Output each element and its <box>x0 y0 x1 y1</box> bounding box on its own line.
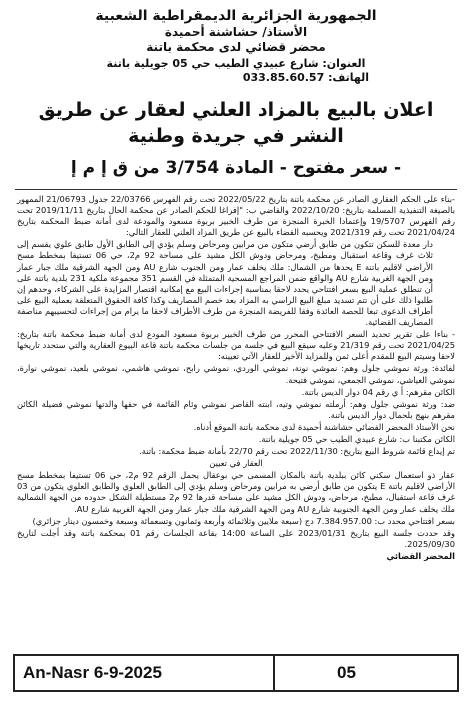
paragraph-opening-price: بسعر افتتاحي محدد ب: 7.384.957.00 دج (سبعة ملايين وثلاثمائة وأربعة وثمانون وتسعمائة وسبعة وخمسون دينار جزائري) <box>32 515 455 526</box>
paragraph-conditions-filing: تم إيداع قائمة شروط البيع بتاريخ: 2022/11/30 تحت رقم 22/70 بأمانة ضبط محكمة: باتنة. <box>139 446 455 457</box>
bailiff-name: الأستاذ/ حشاشنة أحميدة <box>164 25 308 39</box>
paragraph-judgment: -بناء على الحكم العقاري الصادر عن محكمة باتنة بتاريخ 2022/05/22 تحت رقم الفهرس 22/03766 جدول 21/06793 الممهور بالصيغة التنفيذية المسلمة بتاريخ: 2022/10/20 والقاضي ب: "إفراغا للحكم الصادر عن محكمة الحال بتاريخ 2019/11/11 تحت رقم الفهرس 19/5707 وإعتمادا الخبرة المنجزة من طرف الخبير بربوة مسعود والمودعة لدى أمانة ضبط المحكمة بتاريخ 2021/04/24 تحت رقم 2021/319 ويحسبه القضاء بالبيع عن طريق المزاد العلني للعقار التالي: <box>17 194 456 238</box>
office-phone: الهاتف: 033.85.60.57 <box>242 71 369 84</box>
paragraph-property-detail: عقار ذو استعمال سكني كائن ببلدية باتنة بالمكان المسمى حي بوعقال يحمل الرقم 92 م2، حي 06 تستيفا بمخطط مسح الأراضي لاقليم باتنة E يتكون من طابق أرضي به مرابين ومرحاض وسلم يؤدي إلى الطابق العلوي والطابق العلوي يتكون من 03 غرف قاعة استقبال، مطبخ، مرحاض، ودوش الكل مشيد على مساحة قدرها 92 م2 مستطيلة الشكل حدوده من الجهة الشمالية ملك يخلف عمار ومن الجهة الجنوبية شارع AU ومن الجهة الشرقية ملك جبار عمار ومن الجهة الغربية شارع AU. <box>17 470 455 514</box>
paragraph-bailiff: نحن الأستاذ المحضر القضائي حشاشنة أحميدة لدى محكمة باتنة الموقع أدناه. <box>193 421 455 432</box>
paragraph-session-date: وقد حددت جلسة البيع بتاريخ 2023/01/31 على الساعة 14:00 بقاعة الجلسات رقم 01 بمحكمة باتنة وقد أجلت لتاريخ 2025/09/30. <box>17 527 456 549</box>
legal-notice-page <box>13 6 459 694</box>
notice-body <box>13 194 459 562</box>
notice-title: اعلان بالبيع بالمزاد العلني لعقار عن طريق النشر في جريدة وطنية <box>38 99 434 147</box>
page-number: 05 <box>337 663 356 682</box>
signature-label: المحضر القضائي <box>386 550 455 561</box>
publication-date: An-Nasr 6-9-2025 <box>23 663 162 682</box>
paragraph-expert-report: - بناءا على تقرير تحديد السعر الافتتاحي المحرر من طرف الخبير بربوة مسعود المودع لدى أمانة ضبط محكمة باتنة بتاريخ: 2021/04/25 تحت رقم 21/319 وعليه سيقع البيع في جلسة من جلسات محكمة باتنة قاعة البيوع العقارية والتي ستحدد تاريخها لاحقا وسيتم البيع للمقدم أعلى ثمن وللمزايد الأخير للعقار الآتي تعيينه: <box>17 329 456 362</box>
bailiff-office: محضر قضائي لدى محكمة باتنة <box>146 40 326 54</box>
paragraph-office: الكائن مكتبنا ب: شارع عبيدي الطيب حي 05 جويلية باتنة. <box>258 433 455 444</box>
republic-heading: الجمهورية الجزائرية الديمقراطية الشعبية <box>95 8 377 24</box>
divider <box>15 189 457 190</box>
paragraph-property-heading: العقار في تعيين <box>209 458 263 469</box>
notice-subtitle: - سعر مفتوح - المادة 3/754 من ق إ م إ <box>70 158 402 178</box>
paragraph-defendants: ضد: ورثة نموشي جلول وهم: أرملته نموشي وتيه، ابنته القاصر نموشي وئام القائمة في حقها والدتها نموشي فضيلة الكائن مقرهم بنهج بلحمال دوار الديس باتنة. <box>17 398 455 420</box>
paragraph-property-description: دار معدة للسكن تتكون من طابق أرضي متكون من مرابين ومرحاض وسلم يؤدي إلى الطابق الأول طابق علوي يقسم إلى ثلاث غرف وقاعة استقبال ومطبخ، ومرحاض ودوش الكل مشيد على مساحة 92 م2، حي 06 تستيفا بمخطط مسح الأراضي لاقليم باتنة E يحدها من الشمال: ملك يخلف عمار ومن الجنوب شارع AU ومن الجهة الشرقية ملك جبار عمار ومن الجهة الغربية شارع AU والواقع ضمن المراجع المسحية المتمثلة في القسم 351 مجموعة ملكية 231 بلدية باتنة على أن تنطلق عملية البيع بسعر افتتاحي يحدد لاحقا بمناسبة إجراءات البيع مع إمكانية اقتصار المزايدة على الشركاء، وحدهم إن طلبوا ذلك على أن تتم تسديد مبلغ البيع الراسي به المزاد بعد خصم المصاريف وكذا كافة الحقوق المتعلقة بعملية البيع على أطراف الدعوى تبعا للحصة العائدة وفقا للفريضة المنجزة من طرف الأطراف لاحقا ما يرام من إجراءات لتحسيبهم مناصفة المصاريف القضائية. <box>17 239 434 328</box>
paragraph-beneficiaries-address: الكائن مقرهم: أ ي رقم 04 دوار الديس باتنة. <box>301 386 455 397</box>
paragraph-beneficiaries: لفائدة: ورثة نموشي جلول وهم: نموشي نونة، نموشي الوردي، نموشي رابح، نموشي هاشمي، نموشي بلعيد، نموشي نوارة، نموشي العياشي، نموشي الجمعي، نموشي فتيحة. <box>17 363 455 385</box>
office-address: العنوان: شارع عبيدي الطيب حي 05 جويلية باتنة <box>106 57 366 70</box>
notice-header <box>13 8 459 85</box>
newspaper-footer <box>13 654 459 692</box>
